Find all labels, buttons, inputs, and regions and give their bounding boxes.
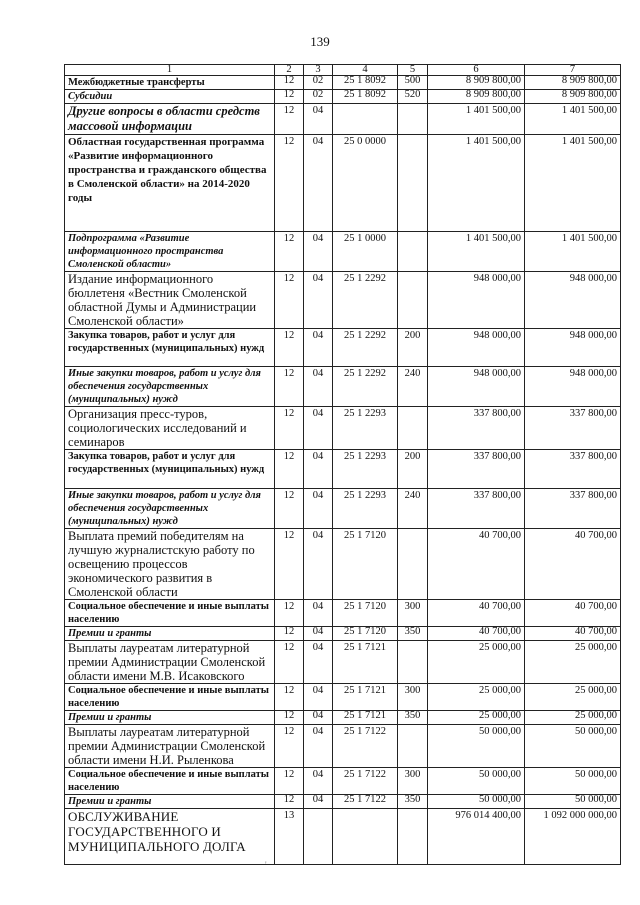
expense-type-cell [398, 809, 428, 865]
target-article-cell: 25 1 8092 [333, 76, 398, 90]
scan-mark: ' [265, 860, 267, 870]
subsection-cell: 04 [304, 232, 333, 272]
subsection-cell: 04 [304, 272, 333, 329]
section-cell: 12 [275, 450, 304, 489]
amount-2015-cell: 948 000,00 [428, 329, 525, 367]
amount-2015-cell: 25 000,00 [428, 684, 525, 711]
row-name-cell: Премии и гранты [65, 795, 275, 809]
section-cell: 12 [275, 529, 304, 600]
row-name-cell: Иные закупки товаров, работ и услуг для обеспечения государственных (муниципальных) нужд [65, 489, 275, 529]
header-cell: 5 [398, 65, 428, 76]
expense-type-cell [398, 725, 428, 768]
subsection-cell: 04 [304, 795, 333, 809]
table-header-row [65, 65, 621, 76]
expense-type-cell [398, 529, 428, 600]
amount-2016-cell: 40 700,00 [525, 600, 621, 627]
amount-2015-cell: 976 014 400,00 [428, 809, 525, 865]
target-article-cell: 25 1 2293 [333, 450, 398, 489]
expense-type-cell [398, 232, 428, 272]
amount-2016-cell: 1 401 500,00 [525, 135, 621, 232]
row-name-cell: Областная государственная программа «Развитие информационного пространства и гражданского общества в Смоленской области» на 2014-2020 годы [65, 135, 275, 232]
row-name-cell: Организация пресс-туров, социологических исследований и семинаров [65, 407, 275, 450]
subsection-cell: 04 [304, 104, 333, 135]
amount-2016-cell: 8 909 800,00 [525, 76, 621, 90]
table-row [65, 684, 621, 711]
row-name-cell: Социальное обеспечение и иные выплаты населению [65, 768, 275, 795]
table-row [65, 76, 621, 90]
amount-2015-cell: 948 000,00 [428, 272, 525, 329]
target-article-cell: 25 1 7122 [333, 768, 398, 795]
amount-2015-cell: 337 800,00 [428, 489, 525, 529]
amount-2016-cell: 1 401 500,00 [525, 104, 621, 135]
section-cell: 12 [275, 76, 304, 90]
subsection-cell: 02 [304, 76, 333, 90]
target-article-cell: 25 1 7121 [333, 684, 398, 711]
expense-type-cell: 350 [398, 795, 428, 809]
amount-2015-cell: 8 909 800,00 [428, 76, 525, 90]
subsection-cell: 04 [304, 684, 333, 711]
amount-2015-cell: 1 401 500,00 [428, 104, 525, 135]
section-cell: 12 [275, 90, 304, 104]
expense-type-cell [398, 135, 428, 232]
header-cell: 2 [275, 65, 304, 76]
row-name-cell: Социальное обеспечение и иные выплаты населению [65, 600, 275, 627]
table-row [65, 627, 621, 641]
table-row [65, 135, 621, 232]
target-article-cell: 25 1 7121 [333, 641, 398, 684]
subsection-cell: 04 [304, 135, 333, 232]
table-row [65, 809, 621, 865]
amount-2015-cell: 25 000,00 [428, 641, 525, 684]
table-row [65, 711, 621, 725]
row-name-cell: Иные закупки товаров, работ и услуг для обеспечения государственных (муниципальных) нужд [65, 367, 275, 407]
amount-2015-cell: 1 401 500,00 [428, 232, 525, 272]
amount-2016-cell: 40 700,00 [525, 627, 621, 641]
row-name-cell: Субсидии [65, 90, 275, 104]
amount-2016-cell: 1 092 000 000,00 [525, 809, 621, 865]
amount-2015-cell: 40 700,00 [428, 627, 525, 641]
amount-2015-cell: 1 401 500,00 [428, 135, 525, 232]
amount-2016-cell: 25 000,00 [525, 641, 621, 684]
target-article-cell: 25 0 0000 [333, 135, 398, 232]
table-row [65, 768, 621, 795]
expense-type-cell: 520 [398, 90, 428, 104]
subsection-cell: 04 [304, 627, 333, 641]
subsection-cell: 04 [304, 529, 333, 600]
expense-type-cell: 350 [398, 627, 428, 641]
table-row [65, 529, 621, 600]
row-name-cell: ОБСЛУЖИВАНИЕ ГОСУДАРСТВЕННОГО И МУНИЦИПАЛЬНОГО ДОЛГА [65, 809, 275, 865]
expense-type-cell [398, 104, 428, 135]
subsection-cell: 04 [304, 407, 333, 450]
table-row [65, 725, 621, 768]
section-cell: 12 [275, 367, 304, 407]
amount-2016-cell: 337 800,00 [525, 489, 621, 529]
target-article-cell: 25 1 7120 [333, 600, 398, 627]
subsection-cell: 04 [304, 768, 333, 795]
subsection-cell: 04 [304, 725, 333, 768]
target-article-cell [333, 104, 398, 135]
target-article-cell: 25 1 0000 [333, 232, 398, 272]
row-name-cell: Издание информационного бюллетеня «Вестник Смоленской областной Думы и Администрации Смоленской области» [65, 272, 275, 329]
section-cell: 12 [275, 272, 304, 329]
target-article-cell: 25 1 2292 [333, 367, 398, 407]
expense-type-cell: 300 [398, 768, 428, 795]
section-cell: 12 [275, 329, 304, 367]
section-cell: 12 [275, 232, 304, 272]
target-article-cell: 25 1 7120 [333, 529, 398, 600]
target-article-cell: 25 1 7121 [333, 711, 398, 725]
table-row [65, 641, 621, 684]
target-article-cell [333, 809, 398, 865]
header-cell: 3 [304, 65, 333, 76]
amount-2015-cell: 8 909 800,00 [428, 90, 525, 104]
amount-2016-cell: 948 000,00 [525, 367, 621, 407]
section-cell: 13 [275, 809, 304, 865]
expense-type-cell [398, 641, 428, 684]
amount-2015-cell: 50 000,00 [428, 768, 525, 795]
subsection-cell: 04 [304, 367, 333, 407]
table-row [65, 232, 621, 272]
header-cell: 7 [525, 65, 621, 76]
target-article-cell: 25 1 7122 [333, 725, 398, 768]
amount-2016-cell: 25 000,00 [525, 684, 621, 711]
section-cell: 12 [275, 407, 304, 450]
target-article-cell: 25 1 7122 [333, 795, 398, 809]
section-cell: 12 [275, 135, 304, 232]
header-cell: 4 [333, 65, 398, 76]
row-name-cell: Закупка товаров, работ и услуг для государственных (муниципальных) нужд [65, 329, 275, 367]
expense-type-cell: 240 [398, 489, 428, 529]
amount-2015-cell: 337 800,00 [428, 450, 525, 489]
subsection-cell: 02 [304, 90, 333, 104]
subsection-cell: 04 [304, 489, 333, 529]
amount-2015-cell: 50 000,00 [428, 725, 525, 768]
section-cell: 12 [275, 641, 304, 684]
amount-2016-cell: 8 909 800,00 [525, 90, 621, 104]
page-number: 139 [310, 34, 330, 49]
target-article-cell: 25 1 2292 [333, 329, 398, 367]
amount-2015-cell: 25 000,00 [428, 711, 525, 725]
table-row [65, 407, 621, 450]
table-row [65, 450, 621, 489]
expense-type-cell: 300 [398, 600, 428, 627]
row-name-cell: Межбюджетные трансферты [65, 76, 275, 90]
amount-2016-cell: 1 401 500,00 [525, 232, 621, 272]
target-article-cell: 25 1 2293 [333, 407, 398, 450]
section-cell: 12 [275, 768, 304, 795]
section-cell: 12 [275, 711, 304, 725]
amount-2016-cell: 50 000,00 [525, 795, 621, 809]
table-row [65, 489, 621, 529]
amount-2015-cell: 40 700,00 [428, 600, 525, 627]
section-cell: 12 [275, 795, 304, 809]
row-name-cell: Подпрограмма «Развитие информационного пространства Смоленской области» [65, 232, 275, 272]
header-cell: 6 [428, 65, 525, 76]
section-cell: 12 [275, 725, 304, 768]
table-row [65, 367, 621, 407]
expense-type-cell [398, 407, 428, 450]
subsection-cell: 04 [304, 600, 333, 627]
section-cell: 12 [275, 489, 304, 529]
section-cell: 12 [275, 600, 304, 627]
row-name-cell: Выплата премий победителям на лучшую журналистскую работу по освещению процессов экономического развития в Смоленской области [65, 529, 275, 600]
amount-2016-cell: 948 000,00 [525, 272, 621, 329]
amount-2016-cell: 337 800,00 [525, 407, 621, 450]
row-name-cell: Другие вопросы в области средств массовой информации [65, 104, 275, 135]
table-row [65, 104, 621, 135]
table-row [65, 272, 621, 329]
row-name-cell: Выплаты лауреатам литературной премии Администрации Смоленской области имени М.В. Исаковского [65, 641, 275, 684]
row-name-cell: Закупка товаров, работ и услуг для государственных (муниципальных) нужд [65, 450, 275, 489]
table-row [65, 795, 621, 809]
row-name-cell: Премии и гранты [65, 627, 275, 641]
expense-type-cell: 200 [398, 450, 428, 489]
target-article-cell: 25 1 8092 [333, 90, 398, 104]
expense-type-cell: 240 [398, 367, 428, 407]
target-article-cell: 25 1 2293 [333, 489, 398, 529]
amount-2015-cell: 337 800,00 [428, 407, 525, 450]
subsection-cell: 04 [304, 450, 333, 489]
row-name-cell: Социальное обеспечение и иные выплаты населению [65, 684, 275, 711]
section-cell: 12 [275, 627, 304, 641]
subsection-cell: 04 [304, 329, 333, 367]
target-article-cell: 25 1 2292 [333, 272, 398, 329]
row-name-cell: Премии и гранты [65, 711, 275, 725]
amount-2016-cell: 40 700,00 [525, 529, 621, 600]
amount-2016-cell: 337 800,00 [525, 450, 621, 489]
amount-2016-cell: 50 000,00 [525, 768, 621, 795]
amount-2016-cell: 25 000,00 [525, 711, 621, 725]
subsection-cell [304, 809, 333, 865]
subsection-cell: 04 [304, 711, 333, 725]
amount-2015-cell: 948 000,00 [428, 367, 525, 407]
amount-2016-cell: 948 000,00 [525, 329, 621, 367]
table-row [65, 600, 621, 627]
section-cell: 12 [275, 104, 304, 135]
subsection-cell: 04 [304, 641, 333, 684]
section-cell: 12 [275, 684, 304, 711]
header-cell: 1 [65, 65, 275, 76]
expense-type-cell: 200 [398, 329, 428, 367]
expense-type-cell [398, 272, 428, 329]
table-row [65, 90, 621, 104]
amount-2015-cell: 50 000,00 [428, 795, 525, 809]
expense-type-cell: 300 [398, 684, 428, 711]
amount-2015-cell: 40 700,00 [428, 529, 525, 600]
budget-table [64, 64, 621, 865]
row-name-cell: Выплаты лауреатам литературной премии Администрации Смоленской области имени Н.И. Рыленкова [65, 725, 275, 768]
table-row [65, 329, 621, 367]
target-article-cell: 25 1 7120 [333, 627, 398, 641]
amount-2016-cell: 50 000,00 [525, 725, 621, 768]
expense-type-cell: 500 [398, 76, 428, 90]
expense-type-cell: 350 [398, 711, 428, 725]
